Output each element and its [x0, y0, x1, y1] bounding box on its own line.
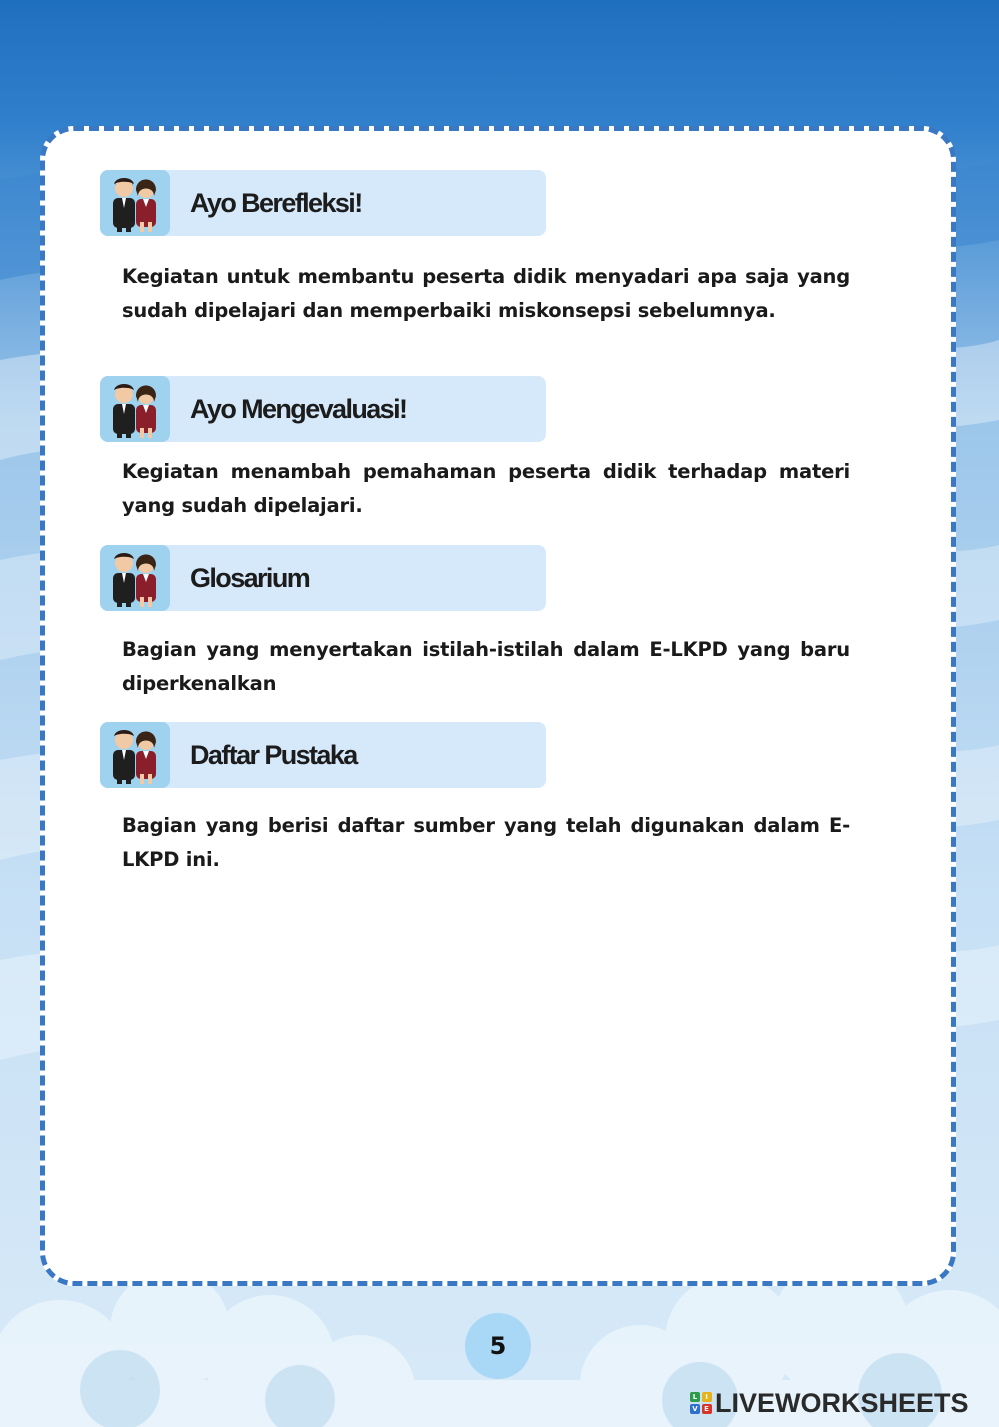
avatar: [100, 545, 170, 611]
page-number: 5: [465, 1313, 531, 1379]
section-header-berefleksi: [100, 170, 546, 236]
students-icon: [107, 726, 163, 786]
section-title: Ayo Mengevaluasi!: [190, 394, 407, 424]
avatar: [100, 170, 170, 236]
section-title: Daftar Pustaka: [190, 740, 357, 770]
section-header-glosarium: [100, 545, 546, 611]
logo-letter: L: [690, 1392, 700, 1402]
students-icon: [107, 549, 163, 609]
logo-letter: E: [702, 1404, 712, 1414]
section-title: Glosarium: [190, 563, 310, 593]
liveworksheets-logo-icon: [690, 1392, 712, 1414]
liveworksheets-watermark[interactable]: [690, 1388, 969, 1418]
avatar: [100, 722, 170, 788]
section-description: Kegiatan menambah pemahaman peserta didik terhadap materi yang sudah dipelajari.: [122, 460, 850, 517]
watermark-text: LIVEWORKSHEETS: [715, 1387, 969, 1418]
section-title: Ayo Berefleksi!: [190, 188, 362, 218]
section-header-mengevaluasi: [100, 376, 546, 442]
students-icon: [107, 380, 163, 440]
section-description: Kegiatan untuk membantu peserta didik menyadari apa saja yang sudah dipelajari dan memperbaiki miskonsepsi sebelumnya.: [122, 265, 850, 322]
avatar: [100, 376, 170, 442]
section-description: Bagian yang berisi daftar sumber yang telah digunakan dalam E-LKPD ini.: [122, 814, 850, 871]
logo-letter: V: [690, 1404, 700, 1414]
section-header-daftar-pustaka: [100, 722, 546, 788]
section-description: Bagian yang menyertakan istilah-istilah dalam E-LKPD yang baru diperkenalkan: [122, 638, 850, 695]
logo-letter: I: [702, 1392, 712, 1402]
students-icon: [107, 174, 163, 234]
